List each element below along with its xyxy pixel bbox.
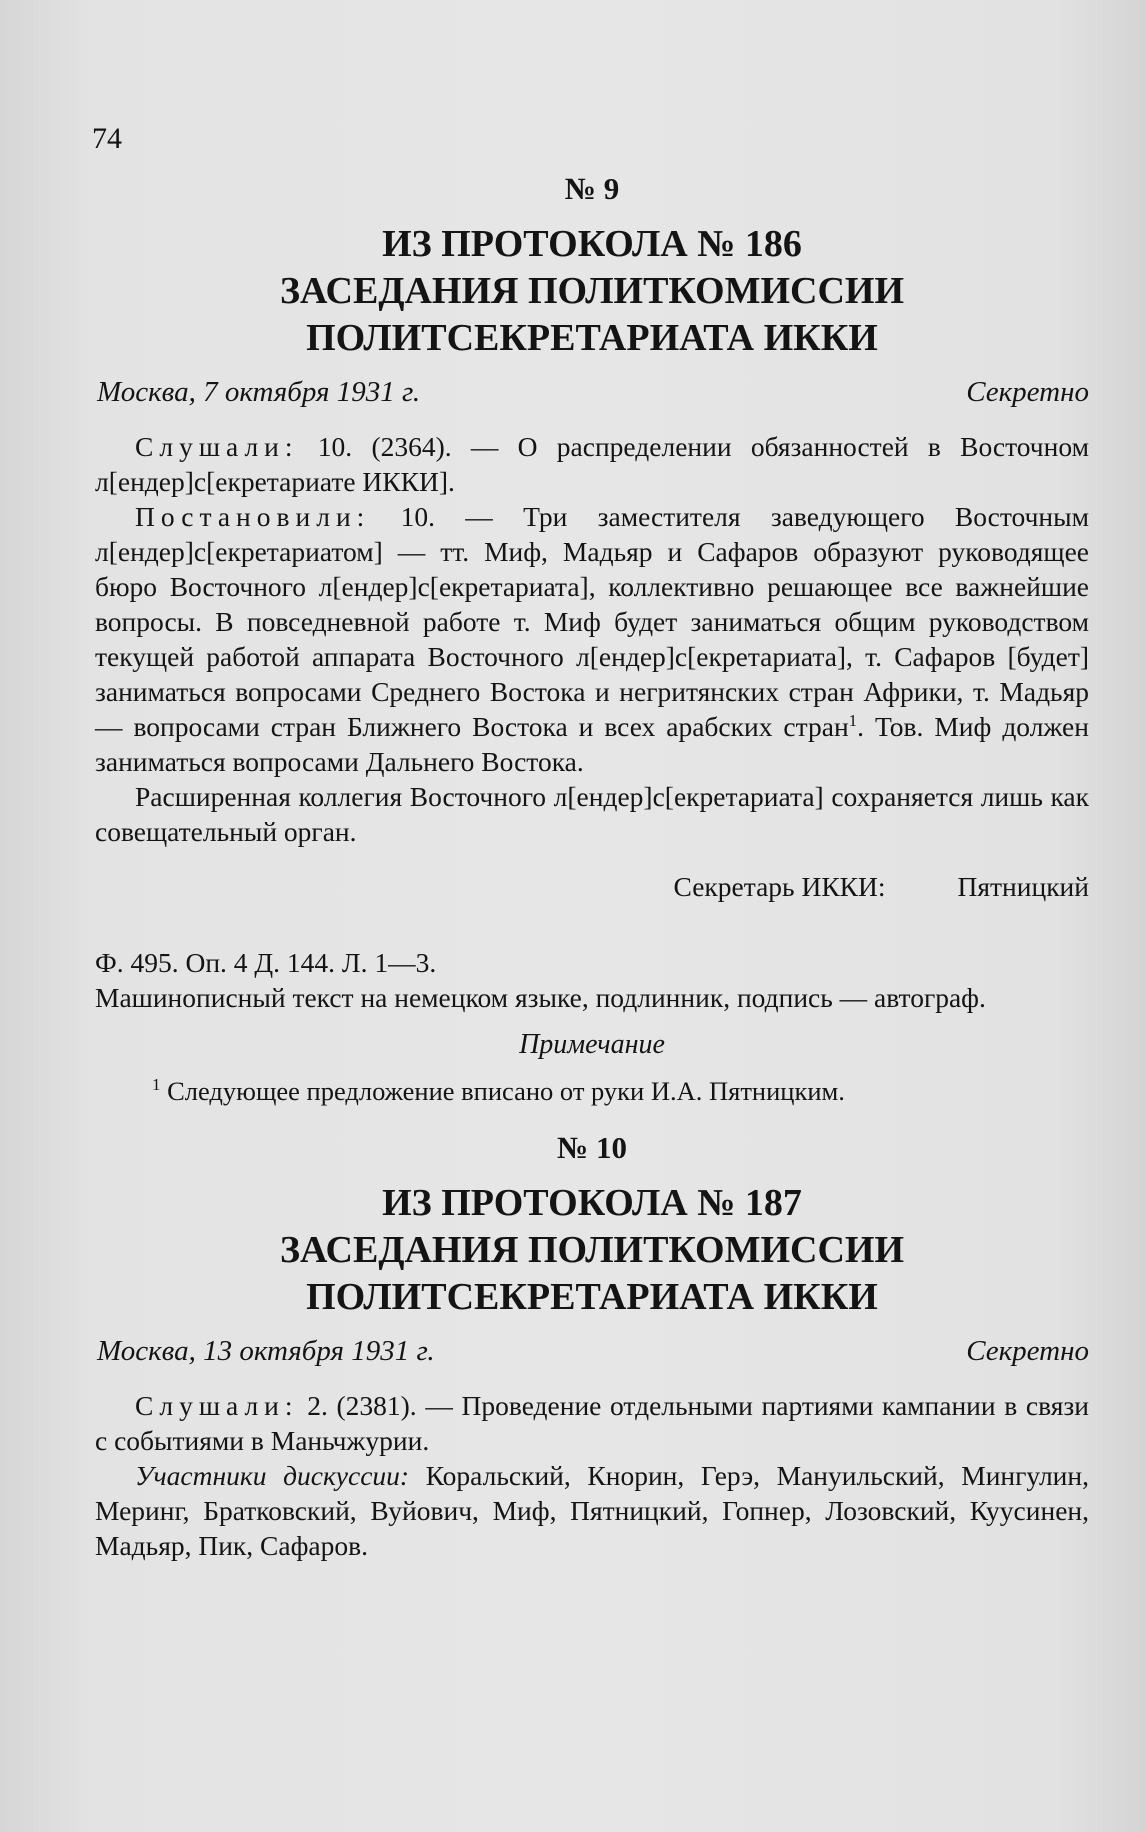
- doc10-number: № 10: [557, 1130, 627, 1165]
- doc9-note-title: Примечание: [519, 1029, 665, 1060]
- doc9-resolved-paragraph: [95, 499, 1089, 779]
- doc10-title-line-2: ЗАСЕДАНИЯ ПОЛИТКОМИССИИ: [279, 1229, 905, 1271]
- doc9-signature-name: Пятницкий: [957, 871, 1089, 902]
- doc9-resolved-label: Постановили:: [135, 501, 371, 532]
- doc10-title-line-3: ПОЛИТСЕКРЕТАРИАТА ИККИ: [306, 1276, 878, 1318]
- page-number: 74: [92, 122, 122, 155]
- doc9-paragraph-2: Расширенная коллегия Восточного л[ендер]с[екретариата] сохраняется лишь как совещательный орган.: [95, 781, 1089, 847]
- doc9-heard-text: 10. (2364). — О распределении обязанностей в Восточном л[ендер]с[екретариате ИККИ].: [95, 431, 1089, 497]
- doc9-title-line-1: ИЗ ПРОТОКОЛА № 186: [382, 223, 802, 265]
- doc9-resolved-text-end: . Тов. Миф должен заниматься вопросами Дальнего Востока.: [95, 711, 1089, 777]
- doc9-place-date: Москва, 7 октября 1931 г.: [97, 376, 421, 408]
- doc10-participants-label: Участники дискуссии:: [135, 1460, 410, 1491]
- doc9-classification: Секретно: [966, 376, 1089, 408]
- doc9-number: № 9: [564, 171, 620, 206]
- doc10-meta: [95, 1335, 1089, 1368]
- doc9-signature-role: Секретарь ИККИ:: [673, 871, 886, 902]
- doc9-footnote-mark: 1: [848, 710, 858, 730]
- page-content: [95, 165, 1089, 1563]
- doc9-title-line-2: ЗАСЕДАНИЯ ПОЛИТКОМИССИИ: [279, 270, 905, 312]
- doc9-signature: [95, 871, 1089, 903]
- doc10-heard-label: Слушали:: [135, 1390, 299, 1421]
- doc9-resolved-text: 10. — Три заместителя заведующего Восточным л[ендер]с[екретариатом] — тт. Миф, Мадьяр и Сафаров образуют руководящее бюро Восточного л[ендер]с[екретариата], коллективно решающее все важнейшие вопросы. В повседневной работе т. Миф будет заниматься общим руководством текущей работой аппарата Восточного л[ендер]с[екретариата], т. Сафаров [будет] заниматься вопросами Среднего Востока и негритянских стран Африки, т. Мадьяр — вопросами стран Ближнего Востока и всех арабских стран: [95, 501, 1089, 742]
- doc9-title-line-3: ПОЛИТСЕКРЕТАРИАТА ИККИ: [306, 317, 878, 359]
- doc9-heard-paragraph: [95, 429, 1089, 499]
- doc10-participants-text: Коральский, Кнорин, Герэ, Мануильский, Мингулин, Меринг, Братковский, Вуйович, Миф, Пятницкий, Гопнер, Лозовский, Куусинен, Мадьяр, Пик, Сафаров.: [95, 1460, 1089, 1561]
- doc9-note-mark: 1: [152, 1075, 161, 1095]
- doc9-note-text: Следующее предложение вписано от руки И.А. Пятницким.: [160, 1076, 845, 1106]
- doc9-note: [95, 1075, 1089, 1108]
- doc9-meta: [95, 376, 1089, 409]
- doc9-archive-desc: Машинописный текст на немецком языке, подлинник, подпись — автограф.: [95, 982, 986, 1013]
- doc10-participants-paragraph: [95, 1458, 1089, 1563]
- doc9-archive-ref: Ф. 495. Оп. 4 Д. 144. Л. 1—3.: [95, 947, 437, 978]
- doc10-heard-text: 2. (2381). — Проведение отдельными партиями кампании в связи с событиями в Маньчжурии.: [95, 1390, 1089, 1456]
- doc10-title-line-1: ИЗ ПРОТОКОЛА № 187: [382, 1182, 802, 1224]
- doc10-place-date: Москва, 13 октября 1931 г.: [97, 1335, 435, 1367]
- doc10-classification: Секретно: [966, 1335, 1089, 1367]
- doc10-heard-paragraph: [95, 1388, 1089, 1458]
- doc9-heard-label: Слушали:: [135, 431, 299, 462]
